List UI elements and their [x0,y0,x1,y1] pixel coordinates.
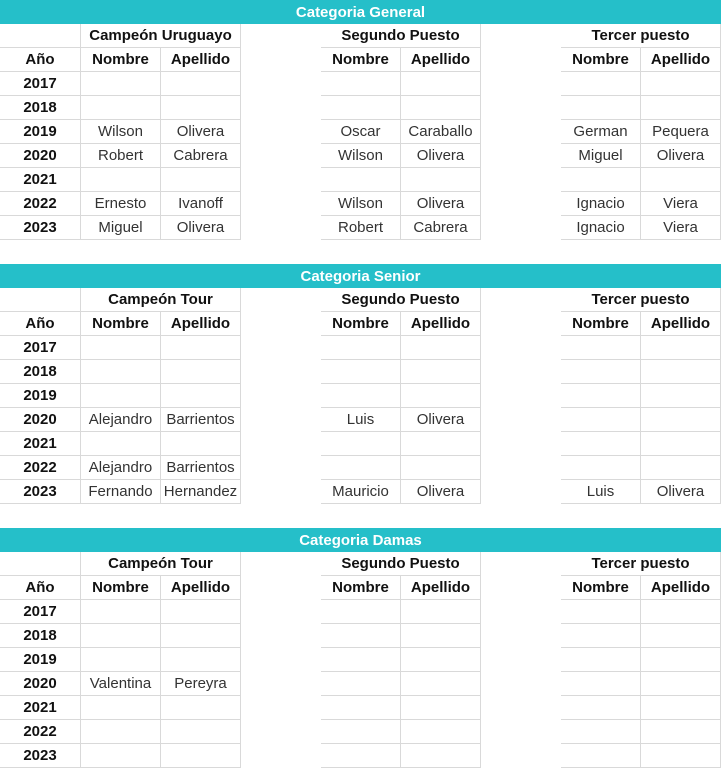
first-name-cell[interactable] [81,624,161,648]
first-name-cell[interactable]: Valentina [81,672,161,696]
first-name-cell[interactable] [81,384,161,408]
first-name-cell[interactable] [561,384,641,408]
first-name-cell[interactable] [321,648,401,672]
group-header-row [0,288,721,312]
first-name-cell[interactable] [321,672,401,696]
last-name-cell[interactable]: Olivera [641,144,721,168]
first-name-cell[interactable] [561,744,641,768]
nombre-header: Nombre [561,48,641,72]
last-name-cell[interactable] [401,96,481,120]
first-name-cell[interactable] [321,72,401,96]
last-name-cell[interactable] [641,384,721,408]
table-row [0,720,721,744]
table-row [0,648,721,672]
first-name-cell[interactable] [81,72,161,96]
first-name-cell[interactable] [321,336,401,360]
last-name-cell[interactable] [401,744,481,768]
year-cell[interactable]: 2018 [0,624,81,648]
cell[interactable] [0,288,81,312]
table-row [0,744,721,768]
year-cell[interactable]: 2021 [0,168,81,192]
table-row [0,144,721,168]
nombre-header: Nombre [321,312,401,336]
last-name-cell[interactable]: Cabrera [161,144,241,168]
table-row [0,120,721,144]
year-cell[interactable]: 2022 [0,720,81,744]
first-name-cell[interactable] [81,336,161,360]
first-name-cell[interactable] [561,696,641,720]
first-name-cell[interactable] [321,384,401,408]
table-row [0,432,721,456]
apellido-header: Apellido [401,312,481,336]
year-cell[interactable]: 2020 [0,672,81,696]
group-header: Campeón Uruguayo [81,24,241,48]
first-name-cell[interactable]: Luis [321,408,401,432]
apellido-header: Apellido [161,576,241,600]
group-header: Tercer puesto [561,24,721,48]
first-name-cell[interactable]: Robert [81,144,161,168]
group-header: Segundo Puesto [321,552,481,576]
table-row [0,672,721,696]
year-header: Año [0,312,81,336]
nombre-header: Nombre [81,576,161,600]
category-title: Categoria Damas [0,528,721,552]
table-row [0,600,721,624]
table-row [0,696,721,720]
first-name-cell[interactable] [561,72,641,96]
first-name-cell[interactable] [81,648,161,672]
first-name-cell[interactable]: Fernando [81,480,161,504]
first-name-cell[interactable] [81,600,161,624]
first-name-cell[interactable] [321,96,401,120]
first-name-cell[interactable] [561,360,641,384]
column-header-row [0,312,721,336]
last-name-cell[interactable] [401,648,481,672]
category-title: Categoria Senior [0,264,721,288]
first-name-cell[interactable]: Wilson [81,120,161,144]
nombre-header: Nombre [81,48,161,72]
first-name-cell[interactable]: Wilson [321,192,401,216]
apellido-header: Apellido [161,48,241,72]
last-name-cell[interactable]: Olivera [401,192,481,216]
nombre-header: Nombre [81,312,161,336]
first-name-cell[interactable] [561,720,641,744]
first-name-cell[interactable] [561,96,641,120]
last-name-cell[interactable] [161,600,241,624]
year-cell[interactable]: 2022 [0,192,81,216]
first-name-cell[interactable] [561,408,641,432]
table-row [0,408,721,432]
last-name-cell[interactable] [401,360,481,384]
last-name-cell[interactable]: Cabrera [401,216,481,240]
table-row [0,72,721,96]
group-header: Segundo Puesto [321,288,481,312]
last-name-cell[interactable] [401,456,481,480]
table-row [0,456,721,480]
year-cell[interactable]: 2017 [0,600,81,624]
last-name-cell[interactable] [641,432,721,456]
apellido-header: Apellido [641,576,721,600]
first-name-cell[interactable] [321,360,401,384]
last-name-cell[interactable] [641,624,721,648]
last-name-cell[interactable]: Olivera [401,144,481,168]
last-name-cell[interactable] [641,168,721,192]
cell[interactable] [0,552,81,576]
year-cell[interactable]: 2019 [0,120,81,144]
category-section [0,0,721,240]
first-name-cell[interactable]: Mauricio [321,480,401,504]
last-name-cell[interactable] [401,432,481,456]
first-name-cell[interactable] [321,456,401,480]
first-name-cell[interactable]: Miguel [561,144,641,168]
last-name-cell[interactable] [641,648,721,672]
last-name-cell[interactable] [641,96,721,120]
table-row [0,216,721,240]
last-name-cell[interactable] [161,696,241,720]
last-name-cell[interactable]: Olivera [161,120,241,144]
first-name-cell[interactable] [321,432,401,456]
apellido-header: Apellido [641,312,721,336]
last-name-cell[interactable] [401,384,481,408]
group-header: Tercer puesto [561,288,721,312]
first-name-cell[interactable] [81,168,161,192]
first-name-cell[interactable]: Ernesto [81,192,161,216]
last-name-cell[interactable] [641,744,721,768]
column-header-row [0,576,721,600]
group-header: Campeón Tour [81,288,241,312]
first-name-cell[interactable] [81,432,161,456]
year-cell[interactable]: 2023 [0,216,81,240]
last-name-cell[interactable] [161,72,241,96]
year-cell[interactable]: 2020 [0,408,81,432]
last-name-cell[interactable]: Ivanoff [161,192,241,216]
table-row [0,360,721,384]
last-name-cell[interactable] [641,336,721,360]
year-header: Año [0,576,81,600]
year-cell[interactable]: 2019 [0,648,81,672]
cell[interactable] [0,24,81,48]
first-name-cell[interactable]: Oscar [321,120,401,144]
group-header-row [0,24,721,48]
category-section [0,264,721,504]
first-name-cell[interactable]: German [561,120,641,144]
first-name-cell[interactable] [81,96,161,120]
first-name-cell[interactable] [561,672,641,696]
table-row [0,168,721,192]
last-name-cell[interactable]: Pereyra [161,672,241,696]
first-name-cell[interactable] [561,600,641,624]
last-name-cell[interactable] [161,432,241,456]
first-name-cell[interactable]: Ignacio [561,216,641,240]
year-cell[interactable]: 2018 [0,96,81,120]
apellido-header: Apellido [401,48,481,72]
last-name-cell[interactable] [401,600,481,624]
last-name-cell[interactable] [641,408,721,432]
last-name-cell[interactable] [401,696,481,720]
first-name-cell[interactable] [321,624,401,648]
last-name-cell[interactable] [641,672,721,696]
last-name-cell[interactable] [401,336,481,360]
last-name-cell[interactable]: Barrientos [161,408,241,432]
first-name-cell[interactable] [321,600,401,624]
last-name-cell[interactable] [161,96,241,120]
last-name-cell[interactable] [161,624,241,648]
year-cell[interactable]: 2019 [0,384,81,408]
group-header: Segundo Puesto [321,24,481,48]
table-row [0,192,721,216]
last-name-cell[interactable] [161,360,241,384]
year-cell[interactable]: 2023 [0,480,81,504]
table-row [0,96,721,120]
table-row [0,624,721,648]
last-name-cell[interactable]: Viera [641,216,721,240]
year-header: Año [0,48,81,72]
last-name-cell[interactable] [161,720,241,744]
first-name-cell[interactable] [561,648,641,672]
last-name-cell[interactable] [641,72,721,96]
year-cell[interactable]: 2021 [0,432,81,456]
last-name-cell[interactable] [641,720,721,744]
last-name-cell[interactable] [401,168,481,192]
first-name-cell[interactable]: Alejandro [81,456,161,480]
last-name-cell[interactable]: Olivera [401,480,481,504]
last-name-cell[interactable]: Olivera [641,480,721,504]
year-cell[interactable]: 2017 [0,336,81,360]
first-name-cell[interactable]: Ignacio [561,192,641,216]
first-name-cell[interactable] [561,432,641,456]
first-name-cell[interactable]: Miguel [81,216,161,240]
year-cell[interactable]: 2023 [0,744,81,768]
column-header-row [0,48,721,72]
year-cell[interactable]: 2021 [0,696,81,720]
first-name-cell[interactable]: Wilson [321,144,401,168]
last-name-cell[interactable] [641,600,721,624]
last-name-cell[interactable]: Caraballo [401,120,481,144]
first-name-cell[interactable] [81,360,161,384]
first-name-cell[interactable] [561,336,641,360]
last-name-cell[interactable] [161,648,241,672]
first-name-cell[interactable] [81,744,161,768]
first-name-cell[interactable] [321,720,401,744]
group-header-row [0,552,721,576]
first-name-cell[interactable]: Luis [561,480,641,504]
last-name-cell[interactable] [641,360,721,384]
apellido-header: Apellido [161,312,241,336]
category-title: Categoria General [0,0,721,24]
apellido-header: Apellido [401,576,481,600]
first-name-cell[interactable]: Alejandro [81,408,161,432]
first-name-cell[interactable] [81,696,161,720]
group-header: Campeón Tour [81,552,241,576]
year-cell[interactable]: 2017 [0,72,81,96]
last-name-cell[interactable] [161,744,241,768]
last-name-cell[interactable]: Pequera [641,120,721,144]
table-row [0,480,721,504]
last-name-cell[interactable]: Barrientos [161,456,241,480]
last-name-cell[interactable]: Hernandez [161,480,241,504]
last-name-cell[interactable] [161,336,241,360]
last-name-cell[interactable] [401,720,481,744]
last-name-cell[interactable] [641,456,721,480]
first-name-cell[interactable]: Robert [321,216,401,240]
nombre-header: Nombre [561,576,641,600]
last-name-cell[interactable] [641,696,721,720]
last-name-cell[interactable] [401,72,481,96]
table-row [0,336,721,360]
category-section [0,528,721,768]
first-name-cell[interactable] [321,744,401,768]
last-name-cell[interactable]: Olivera [401,408,481,432]
first-name-cell[interactable] [321,696,401,720]
group-header: Tercer puesto [561,552,721,576]
apellido-header: Apellido [641,48,721,72]
nombre-header: Nombre [321,576,401,600]
nombre-header: Nombre [561,312,641,336]
last-name-cell[interactable]: Viera [641,192,721,216]
first-name-cell[interactable] [81,720,161,744]
first-name-cell[interactable] [561,456,641,480]
first-name-cell[interactable] [321,168,401,192]
last-name-cell[interactable] [401,672,481,696]
year-cell[interactable]: 2018 [0,360,81,384]
last-name-cell[interactable] [401,624,481,648]
table-row [0,384,721,408]
last-name-cell[interactable]: Olivera [161,216,241,240]
year-cell[interactable]: 2022 [0,456,81,480]
nombre-header: Nombre [321,48,401,72]
first-name-cell[interactable] [561,624,641,648]
year-cell[interactable]: 2020 [0,144,81,168]
first-name-cell[interactable] [561,168,641,192]
last-name-cell[interactable] [161,384,241,408]
last-name-cell[interactable] [161,168,241,192]
